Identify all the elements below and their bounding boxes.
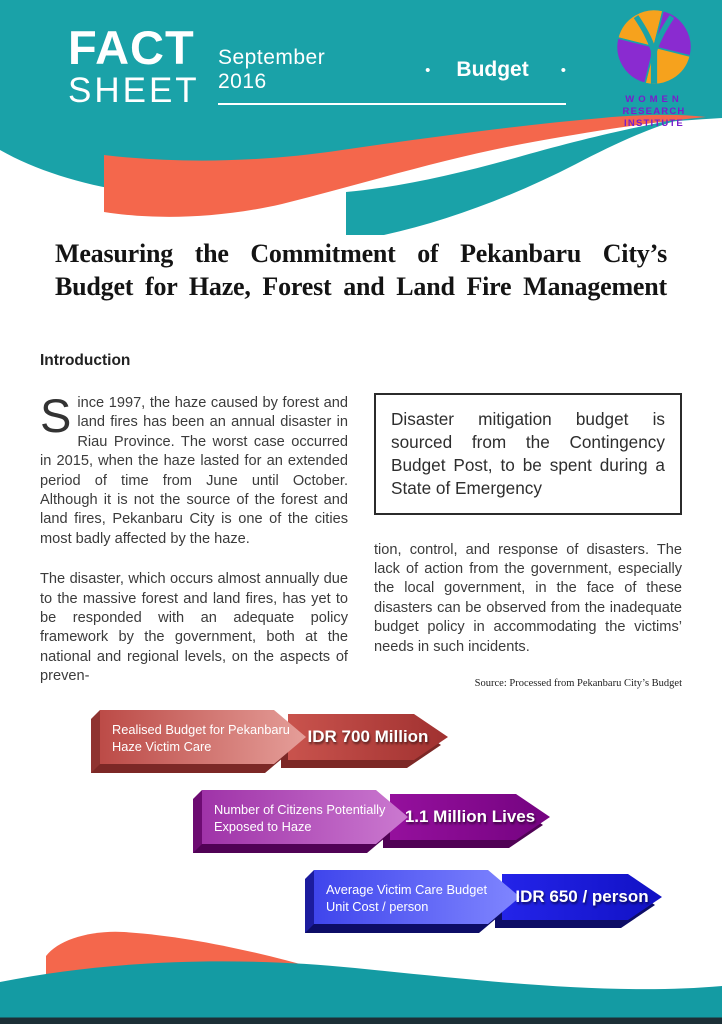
bullet-icon: •	[560, 61, 566, 79]
page-title	[55, 238, 667, 304]
paragraph-1	[40, 389, 348, 549]
logo-line-research: RESEARCH	[622, 105, 686, 117]
paragraph-3: tion, control, and response of disasters. The lack of action from the government, especially the local government, in the face of these disasters can be observed from the inadequate budget policy in accommodating the victims’ needs in such incidents.	[374, 541, 682, 655]
brand-wordmark	[68, 21, 200, 110]
banner-label: Number of Citizens Potentially Exposed to Haze	[214, 801, 386, 834]
banner-label: Realised Budget for Pekanbaru Haze Victim Care	[112, 721, 290, 754]
source-note: Source: Processed from Pekanbaru City’s Budget	[474, 677, 682, 689]
title-line-1: Measuring the Commitment of Pekanbaru City’s	[55, 239, 667, 268]
wri-logo	[600, 8, 708, 130]
brand-sheet: SHEET	[68, 71, 200, 110]
bullet-icon: •	[425, 61, 431, 79]
left-column	[40, 352, 348, 708]
logo-wordmark	[600, 94, 708, 130]
issue-date: September 2016	[218, 46, 326, 93]
issue-row	[218, 46, 566, 105]
banner-value: 1.1 Million Lives	[404, 807, 536, 826]
brand-fact: FACT	[68, 21, 195, 74]
banner-value: IDR 700 Million	[307, 727, 429, 746]
title-line-2: Budget for Haze, Forest and Land Fire Management	[55, 271, 667, 301]
banner-citizens-exposed	[190, 788, 565, 860]
dropcap: S	[40, 389, 72, 442]
right-column	[374, 352, 682, 689]
callout-box: Disaster mitigation budget is sourced from the Contingency Budget Post, to be spent during a State of Emergency	[374, 393, 682, 515]
banner-value: IDR 650 / person	[515, 887, 649, 906]
logo-line-institute: INSTITUTE	[624, 117, 684, 129]
paragraph-2: The disaster, which occurs almost annually due to the massive forest and land fires, has yet to be responded with an adequate policy framework by the government, both at the national and regional levels, on the aspects of preven-	[40, 571, 348, 685]
banner-label: Average Victim Care Budget Unit Cost / person	[326, 881, 487, 914]
logo-line-women: WOMEN	[625, 94, 683, 105]
banner-realised-budget	[88, 708, 463, 780]
footer-wave-graphic	[0, 912, 722, 1024]
intro-heading: Introduction	[40, 352, 131, 369]
wri-tree-icon	[615, 8, 693, 86]
paragraph-1-text: ince 1997, the haze caused by forest and land fires has been an annual disaster in Riau Province. The worst case occurred in 2015, when the haze lasted for an extended period of time from June until October. Although it is not the source of the forest and land fires, Pekanbaru City is one of the cities most badly affected by the haze.	[40, 395, 348, 547]
category-label: Budget	[456, 58, 529, 81]
